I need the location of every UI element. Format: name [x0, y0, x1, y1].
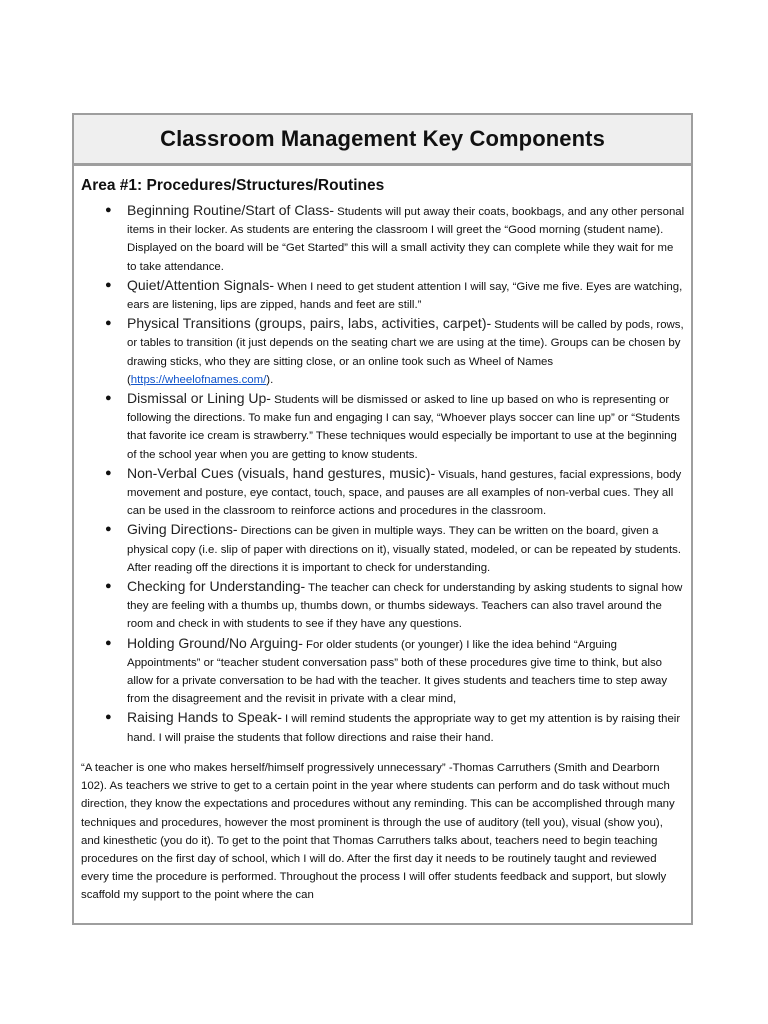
list-item: [105, 276, 685, 314]
document-content: [74, 166, 691, 905]
item-text: For older students (or younger) I like the idea behind “Arguing Appointments” or “teacher student conversation pass” both of these procedures give time to think, but also allow for a private conversation to be had with the teacher. It gives students and teachers time to step away from the disagreement and the revisit in private with a clear mind,: [127, 638, 668, 706]
list-item: [105, 520, 685, 577]
document-title: Classroom Management Key Components: [160, 126, 605, 151]
item-term: Holding Ground/No Arguing-: [127, 634, 303, 651]
item-text: Students will be dismissed or asked to line up based on who is representing or following the directions. To make fun and engaging I can say, “Whoever plays soccer can line up” or “Students that favorite ice cream is strawberry.” These techniques would especially be important to use at the beginning of the school year when you are getting to know students.: [127, 394, 680, 461]
item-term: Raising Hands to Speak-: [127, 709, 282, 726]
closing-paragraph: “A teacher is one who makes herself/himself progressively unnecessary” -Thomas Carruthers (Smith and Dearborn 102). As teachers we strive to get to a certain point in the year where students can perform and do task without much direction, they know the expectations and procedures without any reminding. This can be accomplished through many techniques and procedures, however the most prominent is through the use of auditory (tell you), visual (show you), and kinesthetic (you do it). To get to the point that Thomas Carruthers talks about, teachers need to begin teaching procedures on the first day of school, which I will do. After the first day it needs to be routinely taught and reviewed every time the procedure is performed. Throughout the process I will offer students feedback and support, but slowly scaffold my support to the point where the can: [81, 761, 675, 902]
list-item: [105, 634, 685, 709]
bullet-icon: ●: [105, 278, 112, 291]
list-item: [105, 314, 685, 389]
item-term: Physical Transitions (groups, pairs, labs, activities, carpet)-: [127, 315, 492, 332]
bullet-icon: ●: [105, 580, 112, 593]
item-text: When I need to get student attention I will say, “Give me five. Eyes are watching, ears are listening, lips are zipped, hands and feet are still.”: [127, 280, 683, 312]
item-text: Students will put away their coats, bookbags, and any other personal items in their locker. As students are entering the classroom I will greet the “Good morning (student name). Displayed on the board will be “Get Started” this will a small activity they can complete while they wait for me to take attendance.: [127, 206, 685, 273]
list-item: [105, 464, 685, 521]
list-item: [105, 577, 685, 634]
bullet-icon: ●: [105, 392, 112, 405]
bullet-icon: ●: [105, 523, 112, 536]
area-heading: Area #1: Procedures/Structures/Routines: [81, 177, 385, 194]
item-text: I will remind students the appropriate way to get my attention is by raising their hand. I will praise the students that follow directions and raise their hand.: [127, 713, 681, 744]
item-text: Students will be called by pods, rows, or tables to transition (it just depends on the seating chart we are using at the time). Groups can be chosen by drawing sticks, who they are sitting close, or an online took such as Wheel of Names (: [127, 319, 684, 386]
item-term: Giving Directions-: [127, 521, 238, 538]
item-text: Directions can be given in multiple ways. They can be written on the board, given a physical copy (i.e. slip of paper with directions on it), visually stated, modeled, or can be repeated by students. After reading off the directions it is important to check for understanding.: [127, 525, 682, 574]
list-item: [105, 708, 685, 746]
item-term: Checking for Understanding-: [127, 578, 306, 595]
item-term: Beginning Routine/Start of Class-: [127, 202, 334, 218]
bullet-icon: ●: [105, 636, 112, 649]
item-text: Visuals, hand gestures, facial expressions, body movement and posture, eye contact, touch, space, and pauses are all examples of non-verbal cues. They all can be used in the classroom to reinforce actions and procedures in the classroom.: [127, 468, 682, 518]
item-text-after: ).: [266, 373, 274, 386]
wheel-of-names-link[interactable]: https://wheelofnames.com/: [130, 373, 267, 386]
title-bar: [74, 115, 691, 166]
item-term: Quiet/Attention Signals-: [127, 276, 275, 293]
bullet-icon: ●: [105, 711, 112, 724]
item-term: Dismissal or Lining Up-: [127, 390, 271, 407]
list-item: [105, 389, 685, 464]
bullet-icon: ●: [105, 317, 112, 330]
bullet-icon: ●: [105, 204, 112, 216]
document-frame: [72, 113, 693, 925]
item-term: Non-Verbal Cues (visuals, hand gestures, music)-: [127, 464, 436, 481]
procedure-list: [81, 201, 685, 747]
list-item: [105, 201, 685, 276]
bullet-icon: ●: [105, 466, 112, 479]
item-text: The teacher can check for understanding by asking students to signal how they are feeling with a thumbs up, thumbs down, or thumbs sideways. Teachers can also travel around the room and check in with students to see if they have any questions.: [127, 582, 683, 631]
